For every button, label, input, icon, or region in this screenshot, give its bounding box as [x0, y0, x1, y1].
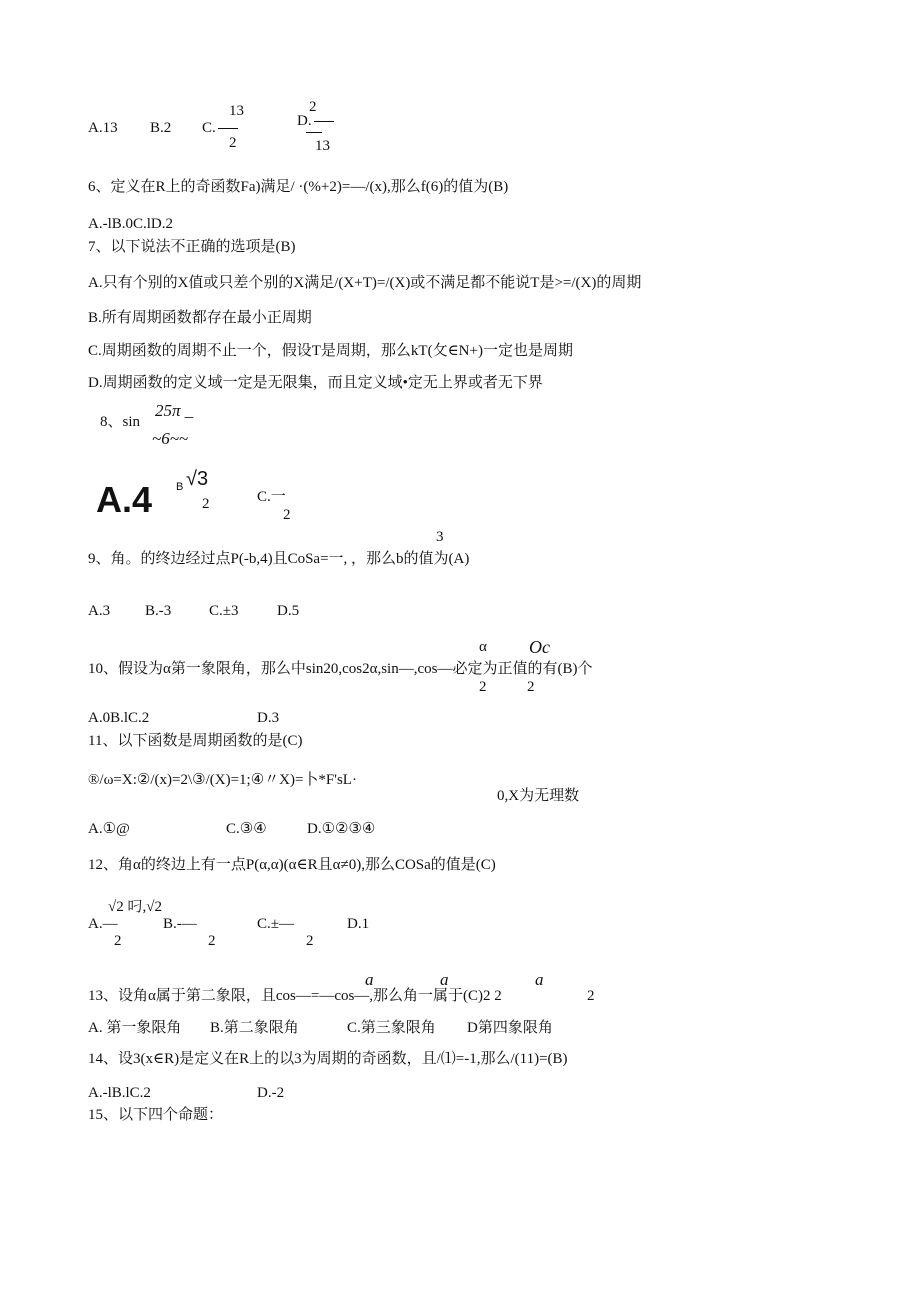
q8-numerator: 25π _	[155, 401, 194, 420]
q10-alpha: α	[479, 639, 487, 655]
q5-option-c-numerator: 13	[229, 103, 244, 119]
q5-option-d-numerator: 2	[309, 99, 317, 115]
q5-d-fraction-bar	[314, 121, 334, 122]
q9-option-d: D.5	[277, 603, 300, 619]
q8-option-c: C.一	[257, 489, 286, 505]
q8-option-b-root: √3	[186, 468, 209, 490]
q12-option-b: B.-—	[163, 916, 197, 932]
q13-superscript-3: a	[535, 970, 544, 989]
q11-note: 0,X为无理数	[497, 788, 580, 804]
q6-options: A.-lB.0C.lD.2	[88, 216, 174, 232]
q10-options: A.0B.lC.2	[88, 710, 150, 726]
q7-option-c: C.周期函数的周期不止一个，假设T是周期，那么kT(攵∈N+)一定也是周期	[88, 343, 573, 359]
q9-option-c: C.±3	[209, 603, 239, 619]
q12-option-a: A.—	[88, 916, 118, 932]
q10-denominator-1: 2	[479, 679, 487, 695]
q14-option-d: D.-2	[257, 1085, 285, 1101]
q14-options: A.-lB.lC.2	[88, 1085, 151, 1101]
q10-stem: 10、假设为α第一象限角，那么中sin20,cos2α,sin—,cos—必定为正值的有(B)个	[88, 661, 593, 677]
q10-option-d: D.3	[257, 710, 280, 726]
q12-option-c: C.±—	[257, 916, 294, 932]
q8-label: 8、sin	[100, 414, 141, 430]
q5-option-d-prefix: D.	[297, 113, 312, 129]
q8-option-c-denominator: 2	[283, 507, 291, 523]
q13-option-d: D第四象限角	[467, 1020, 553, 1036]
q13-option-c: C.第三象限角	[347, 1020, 436, 1036]
q7-option-b: B.所有周期函数都存在最小正周期	[88, 310, 312, 326]
q9-option-a: A.3	[88, 603, 111, 619]
q5-option-c-denominator: 2	[229, 135, 237, 151]
q8-option-a: A.4	[96, 479, 153, 520]
q5-option-c-prefix: C.	[202, 120, 216, 136]
q6-stem: 6、定义在R上的奇函数Fa)满足/ ·(%+2)=—/(x),那么f(6)的值为(B)	[88, 179, 509, 195]
q10-denominator-2: 2	[527, 679, 535, 695]
q7-option-d: D.周期函数的定义域一定是无限集，而且定义域•定无上界或者无下界	[88, 375, 543, 391]
q12-denominator-c: 2	[306, 933, 314, 949]
q13-stem: 13、设角α属于第二象限，且cos—=—cos—,那么角一属于(C)2 2	[88, 988, 502, 1004]
q14-stem: 14、设3(x∈R)是定义在R上的以3为周期的奇函数，且/⑴=-1,那么/(11)=(B)	[88, 1051, 568, 1067]
q13-trailing-denominator: 2	[587, 988, 595, 1004]
q13-option-b: B.第二象限角	[210, 1020, 299, 1036]
q13-superscript-2: a	[440, 970, 449, 989]
q7-option-a: A.只有个别的X值或只差个别的X满足/(X+T)=/(X)或不满足都不能说T是>=/(X)的周期	[88, 275, 642, 291]
q5-c-fraction-bar	[218, 128, 238, 129]
q11-option-d: D.①②③④	[307, 821, 376, 837]
q12-stem: 12、角α的终边上有一点P(α,α)(α∈R且α≠0),那么COSa的值是(C)	[88, 857, 496, 873]
q12-superscript: √2 叼,√2	[108, 899, 162, 915]
q12-denominator-a: 2	[114, 933, 122, 949]
q9-superscript: 3	[436, 529, 444, 545]
q10-oc: Oc	[529, 637, 550, 657]
q8-denominator: ~6~~	[152, 429, 189, 448]
q13-superscript-1: a	[365, 970, 374, 989]
q11-functions: ®/ω=X:②/(x)=2\③/(X)=1;④〃X)=卜*F'sL·	[88, 772, 357, 788]
q5-option-d-denominator: 13	[315, 138, 330, 154]
q9-option-b: B.-3	[145, 603, 172, 619]
q13-option-a: A. 第一象限角	[88, 1020, 182, 1036]
q9-stem: 9、角。的终边经过点P(-b,4)且CoSa=一, ，那么b的值为(A)	[88, 551, 470, 567]
q5-d-fraction-bar-2	[306, 132, 322, 133]
q5-option-b: B.2	[150, 120, 172, 136]
q5-option-a: A.13	[88, 120, 118, 136]
q7-stem: 7、以下说法不正确的选项是(B)	[88, 239, 296, 255]
q15-stem: 15、以下四个命题：	[88, 1107, 224, 1123]
q11-stem: 11、以下函数是周期函数的是(C)	[88, 733, 303, 749]
q12-denominator-b: 2	[208, 933, 216, 949]
q11-option-c: C.③④	[226, 821, 267, 837]
q11-option-a: A.①@	[88, 821, 130, 837]
q12-option-d: D.1	[347, 916, 370, 932]
q8-option-b-prefix: B	[176, 481, 184, 493]
q8-option-b-denominator: 2	[202, 496, 210, 512]
